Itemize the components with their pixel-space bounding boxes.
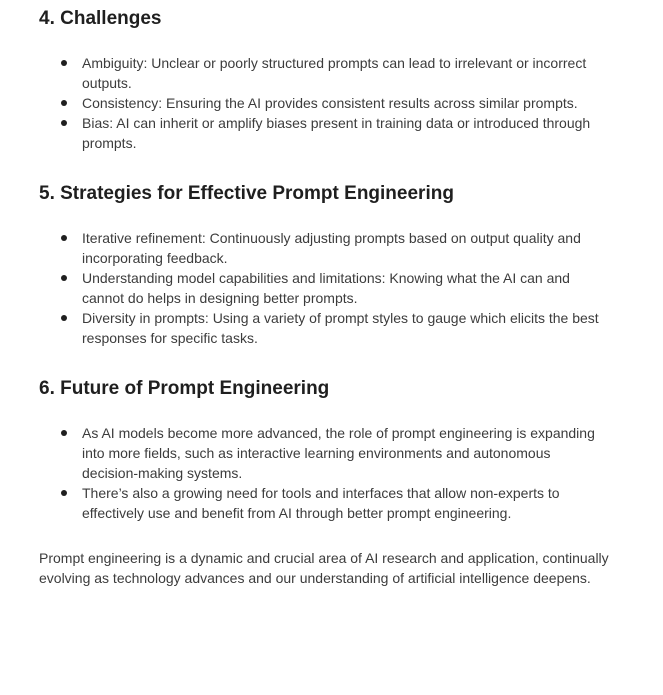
bullet-icon [61, 315, 67, 321]
bullet-icon [61, 275, 67, 281]
list-item [39, 53, 609, 93]
closing-paragraph: Prompt engineering is a dynamic and crucial area of AI research and application, continually evolving as technology advances and our understanding of artificial intelligence deepens. [39, 550, 609, 586]
list-item-text: Iterative refinement: Continuously adjusting prompts based on output quality and incorporating feedback. [82, 230, 581, 266]
bullet-list [39, 423, 609, 523]
bullet-icon [61, 430, 67, 436]
section-strategies [39, 181, 609, 348]
list-item-text: Consistency: Ensuring the AI provides consistent results across similar prompts. [82, 95, 578, 111]
list-item [39, 483, 609, 523]
list-item [39, 93, 609, 113]
section-heading: 5. Strategies for Effective Prompt Engineering [39, 183, 454, 204]
bullet-list [39, 228, 609, 348]
list-item [39, 113, 609, 153]
list-item-text: There’s also a growing need for tools and interfaces that allow non-experts to effectively use and benefit from AI through better prompt engineering. [82, 485, 560, 521]
list-item-text: Bias: AI can inherit or amplify biases present in training data or introduced through prompts. [82, 115, 591, 151]
list-item [39, 228, 609, 268]
list-item-text: Ambiguity: Unclear or poorly structured prompts can lead to irrelevant or incorrect outputs. [82, 55, 587, 91]
section-future [39, 376, 609, 523]
section-challenges [39, 6, 609, 153]
bullet-list [39, 53, 609, 153]
section-heading: 4. Challenges [39, 8, 162, 29]
list-item-text: Understanding model capabilities and limitations: Knowing what the AI can and cannot do helps in designing better prompts. [82, 270, 570, 306]
list-item [39, 423, 609, 483]
list-item [39, 268, 609, 308]
bullet-icon [61, 60, 67, 66]
list-item-text: As AI models become more advanced, the role of prompt engineering is expanding into more fields, such as interactive learning environments and autonomous decision-making systems. [82, 425, 595, 481]
list-item [39, 308, 609, 348]
bullet-icon [61, 100, 67, 106]
bullet-icon [61, 235, 67, 241]
list-item-text: Diversity in prompts: Using a variety of prompt styles to gauge which elicits the best responses for specific tasks. [82, 310, 599, 346]
document-body [39, 6, 609, 588]
bullet-icon [61, 120, 67, 126]
section-heading: 6. Future of Prompt Engineering [39, 378, 330, 399]
bullet-icon [61, 490, 67, 496]
